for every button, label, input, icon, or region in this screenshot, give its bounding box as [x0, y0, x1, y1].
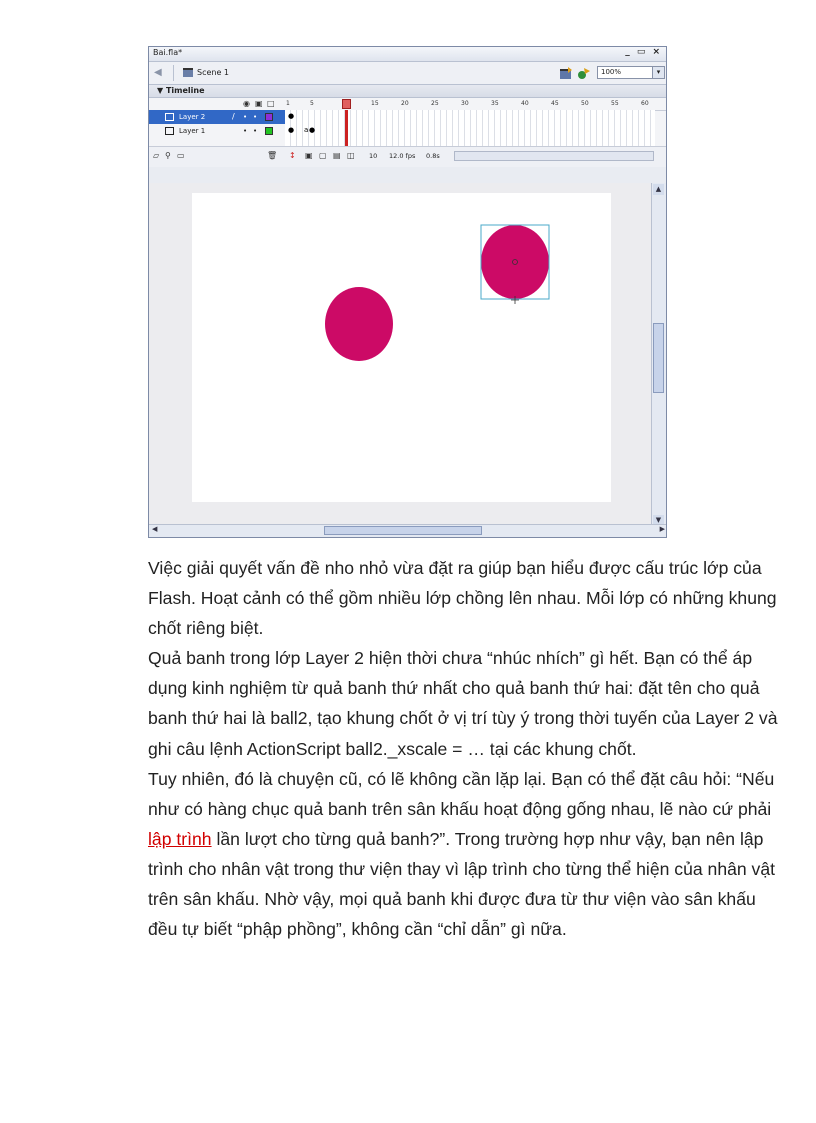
frame-grid[interactable] — [285, 110, 655, 146]
timeline-header[interactable] — [149, 85, 666, 98]
playhead[interactable] — [345, 110, 348, 146]
visibility-dot[interactable]: • — [243, 127, 248, 135]
edit-symbols-icon[interactable] — [559, 66, 573, 80]
ruler-number: 30 — [461, 100, 469, 107]
document-title: Bai.fla* — [153, 48, 183, 57]
paragraph: Việc giải quyết vấn đề nho nhỏ vừa đặt ra giúp bạn hiểu được cấu trúc lớp của Flash. Hoạt cảnh có thể gồm nhiều lớp chồng lên nhau. Mỗi lớp có những khung chốt riêng biệt. — [148, 558, 777, 639]
insert-folder-icon[interactable]: ▭ — [177, 151, 185, 160]
lock-dot[interactable]: • — [253, 113, 258, 121]
timeline-title: ▼ Timeline — [157, 86, 205, 95]
timeline-panel — [149, 98, 666, 167]
onion-markers-icon[interactable]: ◫ — [347, 151, 355, 160]
center-frame-icon[interactable]: ↕ — [289, 151, 296, 160]
onion-outline-icon[interactable]: ▢ — [319, 151, 327, 160]
layer-row-layer-2[interactable] — [149, 110, 285, 124]
scroll-down-icon[interactable]: ▼ — [653, 515, 664, 526]
ruler-number: 1 — [286, 100, 290, 107]
visibility-dot[interactable]: • — [243, 113, 248, 121]
layer-icon — [165, 127, 174, 135]
layer-icon — [165, 113, 174, 121]
paragraph-text: Tuy nhiên, đó là chuyện cũ, có lẽ không cần lặp lại. Bạn có thể đặt câu hỏi: “Nếu như có hàng chục quả banh trên sân khấu hoạt động gống nhau, lẽ nào cứ phải — [148, 768, 775, 819]
flash-window — [148, 46, 667, 538]
chevron-down-icon[interactable]: ▾ — [652, 67, 664, 78]
paragraph — [148, 764, 788, 945]
ruler-number: 25 — [431, 100, 439, 107]
keyframe-marker[interactable]: a — [304, 126, 309, 134]
scene-icon — [183, 67, 193, 77]
insert-layer-icon[interactable]: ▱ — [153, 151, 160, 160]
scroll-left-icon[interactable]: ◀ — [152, 525, 158, 533]
scroll-thumb[interactable] — [324, 526, 482, 535]
layer-color-swatch[interactable] — [265, 113, 273, 121]
stage[interactable] — [192, 193, 611, 502]
zoom-value: 100% — [601, 68, 622, 76]
keyframe-marker[interactable]: ● — [288, 112, 295, 120]
ruler-number: 5 — [310, 100, 314, 107]
title-bar — [149, 47, 666, 62]
timeline-footer — [149, 146, 667, 167]
ruler-number: 45 — [551, 100, 559, 107]
playhead-handle[interactable] — [342, 99, 351, 109]
ruler-number: 15 — [371, 100, 379, 107]
outline-icon[interactable]: □ — [267, 99, 275, 108]
edit-bar — [149, 62, 666, 85]
edit-objects-icon[interactable] — [577, 66, 591, 80]
scene-label[interactable]: Scene 1 — [197, 68, 230, 77]
add-guide-icon[interactable]: ⚲ — [165, 151, 171, 160]
lock-icon[interactable]: ▣ — [255, 99, 263, 108]
ruler-number: 20 — [401, 100, 409, 107]
layer-color-swatch[interactable] — [265, 127, 273, 135]
scroll-up-icon[interactable]: ▲ — [653, 184, 664, 195]
ruler-number: 40 — [521, 100, 529, 107]
vertical-scrollbar[interactable] — [651, 183, 666, 527]
layer-name: Layer 2 — [179, 113, 206, 121]
timeline-scrollbar[interactable] — [454, 151, 654, 161]
scroll-thumb[interactable] — [653, 323, 664, 393]
pencil-icon: / — [232, 112, 235, 121]
programming-link[interactable]: lập trình — [148, 828, 212, 849]
window-controls[interactable]: _ ▭ × — [625, 47, 662, 57]
zoom-select[interactable] — [597, 66, 665, 79]
ruler-number: 55 — [611, 100, 619, 107]
stage-canvas — [192, 193, 611, 502]
ruler-number: 60 — [641, 100, 649, 107]
paragraph: Quả banh trong lớp Layer 2 hiện thời chưa “nhúc nhích” gì hết. Bạn có thể áp dụng kinh nghiệm từ quả banh thứ nhất cho quả banh thứ hai: đặt tên cho quả banh thứ hai là ball2, tạo khung chốt ở vị trí tùy ý trong thời tuyến của Layer 2 và ghi câu lệnh ActionScript ball2._xscale = … tại các khung chốt. — [148, 648, 778, 759]
ball-layer-2[interactable] — [481, 225, 549, 299]
back-arrow-icon[interactable]: ◀ — [154, 67, 162, 78]
layer-name: Layer 1 — [179, 127, 206, 135]
onion-skin-icon[interactable]: ▣ — [305, 151, 313, 160]
ball-layer-1[interactable] — [325, 287, 393, 361]
stage-pasteboard — [149, 183, 654, 527]
frame-rate: 12.0 fps — [389, 152, 416, 160]
ruler-number: 35 — [491, 100, 499, 107]
current-frame: 10 — [369, 152, 378, 160]
horizontal-scrollbar[interactable] — [149, 524, 667, 537]
elapsed-time: 0.8s — [426, 152, 440, 160]
edit-multiple-icon[interactable]: ▤ — [333, 151, 341, 160]
divider — [173, 65, 174, 81]
layer-row-layer-1[interactable] — [149, 124, 285, 138]
paragraph-text: lần lượt cho từng quả banh?”. Trong trường hợp như vậy, bạn nên lập trình cho nhân vật trong thư viện thay vì lập trình cho từng thể hiện của nhân vật trên sân khấu. Nhờ vậy, mọi quả banh khi được đưa từ thư viện vào sân khấu đều tự biết “phập phồng”, không cần “chỉ dẫn” gì nữa. — [148, 828, 776, 940]
scroll-right-icon[interactable]: ▶ — [659, 525, 665, 533]
article-body — [148, 553, 788, 944]
trash-icon[interactable]: 🗑 — [267, 151, 278, 160]
lock-dot[interactable]: • — [253, 127, 258, 135]
eye-icon[interactable]: ◉ — [243, 99, 250, 108]
keyframe-marker[interactable]: ● — [288, 126, 295, 134]
keyframe-marker[interactable]: ● — [309, 126, 316, 134]
ruler-number: 50 — [581, 100, 589, 107]
